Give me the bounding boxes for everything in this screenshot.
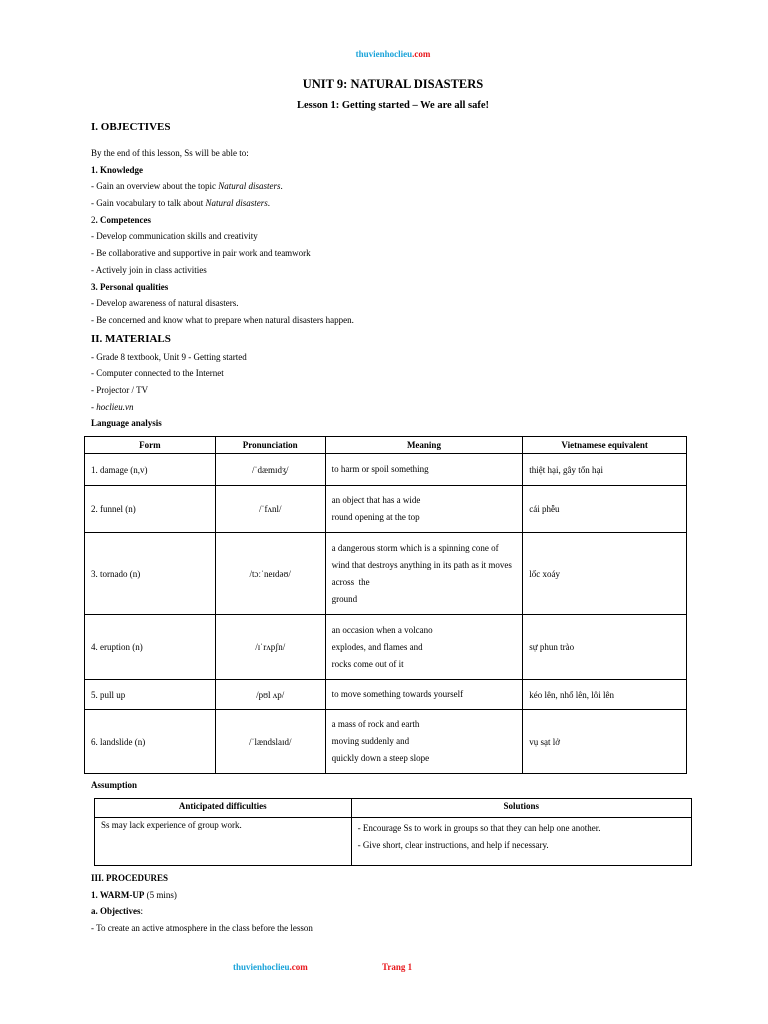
- competence-item: - Be collaborative and supportive in pair work and teamwork: [91, 248, 311, 259]
- meaning-line: explodes, and flames and: [331, 641, 423, 652]
- competences-heading: [91, 213, 691, 230]
- meaning-line: ground: [331, 593, 358, 604]
- form-cell: 1. damage (n,v): [85, 454, 216, 486]
- table-row: [95, 818, 692, 866]
- materials-heading: II. MATERIALS: [91, 332, 171, 345]
- language-analysis-table: [84, 436, 687, 774]
- table-row: [85, 454, 687, 486]
- objectives-subheading: [91, 904, 691, 921]
- competences-number: 2: [91, 214, 96, 225]
- table-row: [85, 533, 687, 615]
- footer-brand-tld: .com: [289, 962, 308, 972]
- meaning-line: across the: [331, 576, 370, 587]
- vietnamese-cell: lốc xoáy: [523, 533, 687, 615]
- procedure-objective-item: - To create an active atmosphere in the class before the lesson: [91, 923, 313, 934]
- lesson-subtitle: Lesson 1: Getting started – We are all safe!: [296, 100, 490, 111]
- meaning-line: a dangerous storm which is a spinning cone of: [331, 542, 499, 553]
- objectives-colon: :: [140, 906, 144, 917]
- form-cell: 4. eruption (n): [85, 615, 216, 680]
- objectives-and-materials: [91, 120, 691, 433]
- vietnamese-cell: vụ sạt lở: [523, 710, 687, 774]
- meaning-cell: [325, 615, 523, 680]
- difficulty-cell: Ss may lack experience of group work.: [95, 818, 352, 866]
- warmup-duration: (5 mins): [144, 889, 177, 900]
- meaning-line: to harm or spoil something: [331, 464, 429, 474]
- vietnamese-cell: cái phễu: [523, 486, 687, 533]
- meaning-cell: [325, 454, 523, 486]
- pronunciation-cell: /tɔːˈneɪdəʊ/: [215, 533, 325, 615]
- form-cell: 2. funnel (n): [85, 486, 216, 533]
- page-number: Trang 1: [382, 962, 413, 972]
- pronunciation-cell: /ˈfʌnl/: [215, 486, 325, 533]
- material-item: - Grade 8 textbook, Unit 9 - Getting started: [91, 351, 247, 362]
- objectives-heading: I. OBJECTIVES: [91, 121, 171, 133]
- form-cell: 5. pull up: [85, 680, 216, 710]
- meaning-line: round opening at the top: [331, 512, 420, 522]
- meaning-line: an object that has a wide: [331, 495, 421, 505]
- knowledge-item-text: - Gain an overview about the topic: [91, 181, 219, 192]
- meaning-line: quickly down a steep slope: [331, 753, 430, 763]
- material-item-dash: -: [91, 401, 97, 412]
- knowledge-item-end: .: [280, 181, 283, 192]
- pronunciation-cell: /pʊl ʌp/: [215, 680, 325, 710]
- knowledge-item-text: - Gain vocabulary to talk about: [91, 198, 206, 209]
- knowledge-item: [91, 179, 691, 196]
- meaning-line: to move something towards yourself: [331, 689, 464, 699]
- personal-quality-item: - Be concerned and know what to prepare when natural disasters happen.: [91, 314, 354, 325]
- meaning-cell: [325, 710, 523, 774]
- personal-quality-item: - Develop awareness of natural disasters.: [91, 298, 239, 309]
- warmup-heading: [91, 888, 691, 905]
- meaning-line: moving suddenly and: [331, 736, 410, 746]
- knowledge-item: [91, 196, 691, 213]
- column-header: Vietnamese equivalent: [523, 437, 687, 454]
- header-brand-name: thuvienhoclieu: [355, 49, 413, 59]
- warmup-label: 1. WARM-UP: [91, 889, 145, 900]
- column-header: Solutions: [351, 799, 691, 818]
- meaning-cell: [325, 533, 523, 615]
- unit-title: UNIT 9: NATURAL DISASTERS: [302, 77, 484, 91]
- table-row: [85, 710, 687, 774]
- form-cell: 6. landslide (n): [85, 710, 216, 774]
- solution-item: - Give short, clear instructions, and help if necessary.: [357, 840, 549, 850]
- objectives-intro: By the end of this lesson, Ss will be able to:: [91, 148, 249, 158]
- form-cell: 3. tornado (n): [85, 533, 216, 615]
- knowledge-item-topic: Natural disasters: [218, 181, 281, 192]
- procedures-section: [91, 871, 691, 938]
- knowledge-heading: 1. Knowledge: [91, 164, 144, 175]
- procedures-heading: III. PROCEDURES: [91, 873, 169, 883]
- meaning-line: rocks come out of it: [331, 658, 404, 669]
- solution-item: - Encourage Ss to work in groups so that they can help one another.: [357, 823, 601, 833]
- material-item: - Computer connected to the Internet: [91, 368, 224, 379]
- vietnamese-cell: sự phun trào: [523, 615, 687, 680]
- header-brand-tld: .com: [412, 49, 431, 59]
- meaning-line: an occasion when a volcano: [331, 624, 433, 635]
- assumption-table: [94, 798, 692, 866]
- competences-label: . Competences: [95, 214, 151, 225]
- meaning-cell: [325, 680, 523, 710]
- header-brand[interactable]: [0, 49, 768, 59]
- meaning-line: wind that destroys anything in its path as it moves: [331, 559, 512, 570]
- table-row: [85, 615, 687, 680]
- meaning-cell: [325, 486, 523, 533]
- pronunciation-cell: /ˈdæmɪdʒ/: [215, 454, 325, 486]
- language-analysis-heading: Language analysis: [91, 418, 162, 429]
- vietnamese-cell: thiệt hại, gây tổn hại: [523, 454, 687, 486]
- knowledge-item-topic: Natural disasters: [205, 198, 268, 209]
- table-row: [85, 680, 687, 710]
- footer-brand[interactable]: [233, 962, 308, 972]
- table-row: [85, 486, 687, 533]
- personal-qualities-heading: 3. Personal qualities: [91, 281, 169, 292]
- vietnamese-cell: kéo lên, nhổ lên, lôi lên: [523, 680, 687, 710]
- competence-item: - Develop communication skills and creativity: [91, 231, 258, 242]
- meaning-line: a mass of rock and earth: [331, 719, 420, 729]
- material-item: [91, 400, 691, 417]
- solutions-cell: [351, 818, 691, 866]
- material-item-site: hoclieu.vn: [96, 401, 134, 412]
- competence-item: - Actively join in class activities: [91, 264, 207, 275]
- table-header-row: [85, 437, 687, 454]
- column-header: Pronunciation: [215, 437, 325, 454]
- table-header-row: [95, 799, 692, 818]
- column-header: Form: [85, 437, 216, 454]
- material-item: - Projector / TV: [91, 384, 149, 395]
- pronunciation-cell: /ˈlændslaɪd/: [215, 710, 325, 774]
- objectives-label: a. Objectives: [91, 906, 141, 917]
- footer-brand-name: thuvienhoclieu: [233, 962, 290, 972]
- pronunciation-cell: /ɪˈrʌpʃn/: [215, 615, 325, 680]
- column-header: Meaning: [325, 437, 523, 454]
- column-header: Anticipated difficulties: [95, 799, 352, 818]
- assumption-heading: Assumption: [91, 780, 138, 790]
- knowledge-item-end: .: [267, 198, 270, 209]
